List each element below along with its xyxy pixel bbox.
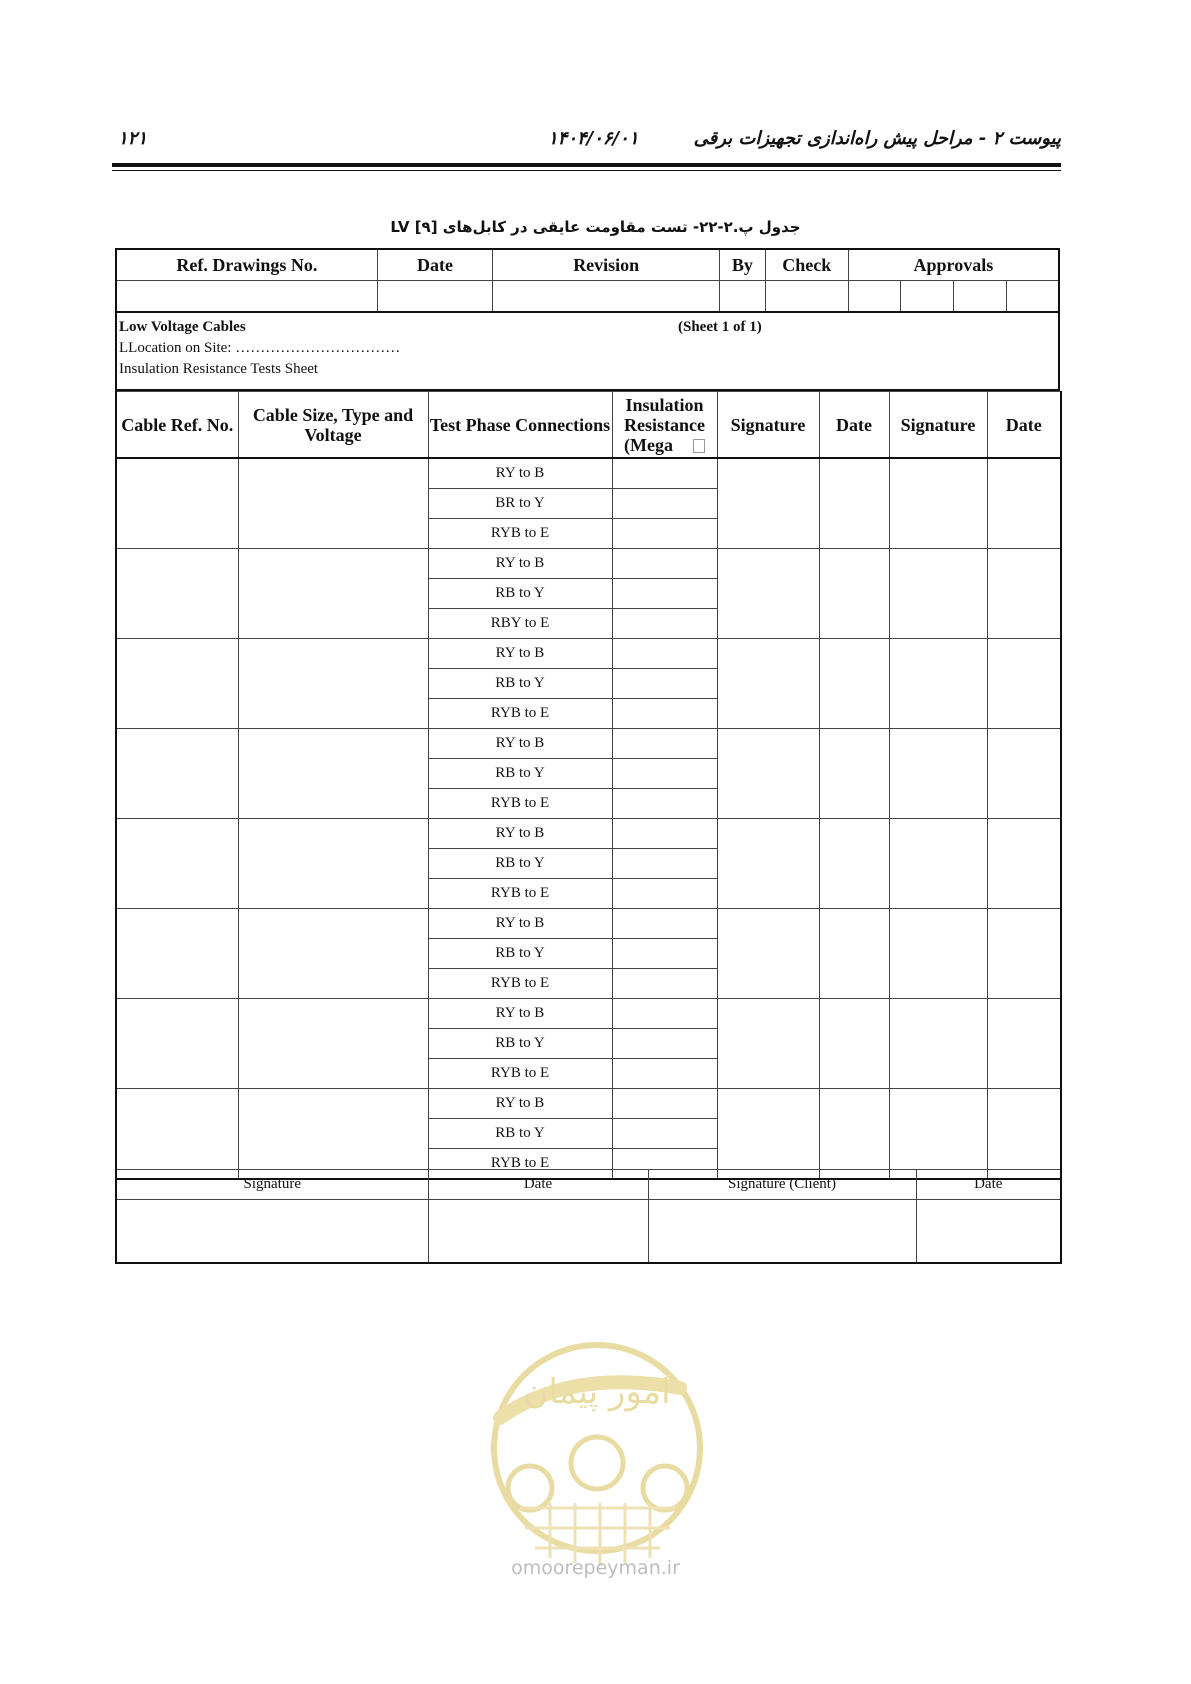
test-phase-cell: RYB to E [428,699,612,729]
test-row [116,999,1061,1029]
signature-label: Signature [116,1170,428,1200]
date-header: Date [819,392,889,459]
cable-ref-cell [116,819,238,909]
insulation-value-cell [612,519,717,549]
sheet-number: (Sheet 1 of 1) [678,319,762,335]
test-phase-cell: RB to Y [428,1029,612,1059]
watermark-logo [480,1328,715,1588]
check-header: Check [765,249,848,281]
cable-ref-cell [116,729,238,819]
insulation-resistance-label: Insulation Resistance (Mega [624,394,705,455]
date-cell [987,909,1061,999]
insulation-value-cell [612,579,717,609]
signature-cell [889,999,987,1089]
insulation-value-cell [612,609,717,639]
reference-table [115,248,1060,313]
date-cell [377,281,492,313]
approval-cell [848,281,901,313]
signature-cell [717,458,819,549]
test-phase-cell: RB to Y [428,939,612,969]
approval-cell [901,281,954,313]
signature-cell [889,729,987,819]
insulation-value-cell [612,759,717,789]
insulation-resistance-header [612,392,717,459]
date-cell [819,729,889,819]
test-row [116,1089,1061,1119]
insulation-value-cell [612,639,717,669]
date-cell [428,1200,648,1264]
cable-ref-cell [116,999,238,1089]
date-header: Date [987,392,1061,459]
reference-header-row [116,249,1059,281]
test-row [116,458,1061,489]
insulation-value-cell [612,1089,717,1119]
cable-size-cell [238,729,428,819]
test-phase-cell: RY to B [428,458,612,489]
date-cell [819,1089,889,1180]
approval-cell [1006,281,1059,313]
insulation-value-cell [612,729,717,759]
date-cell [987,1089,1061,1180]
approval-cell [954,281,1007,313]
test-table-header-row [116,392,1061,459]
by-cell [720,281,766,313]
signature-cell [889,458,987,549]
test-phase-cell: RYB to E [428,1059,612,1089]
test-phase-cell: RB to Y [428,1119,612,1149]
sheet-info [115,310,1060,391]
cable-size-cell [238,909,428,999]
by-header: By [720,249,766,281]
signature-cell [889,1089,987,1180]
insulation-value-cell [612,879,717,909]
cable-ref-cell [116,458,238,549]
watermark-url: omoorepeyman.ir [511,1557,680,1579]
cable-ref-header: Cable Ref. No. [116,392,238,459]
test-phase-cell: RY to B [428,639,612,669]
test-phase-cell: RB to Y [428,759,612,789]
ref-drawings-header: Ref. Drawings No. [116,249,377,281]
signature-table [115,1169,1062,1264]
test-row [116,549,1061,579]
test-phase-cell: RB to Y [428,579,612,609]
sheet-subject: Low Voltage Cables [119,319,246,335]
insulation-value-cell [612,1059,717,1089]
running-header-date: ۱۴۰۴/۰۶/۰۱ [548,128,639,149]
insulation-value-cell [612,999,717,1029]
date-label: Date [428,1170,648,1200]
signature-header: Signature [889,392,987,459]
date-cell [819,999,889,1089]
insulation-value-cell [612,819,717,849]
page-number: ۱۲۱ [118,128,148,149]
ref-drawings-cell [116,281,377,313]
signature-cell [717,909,819,999]
client-signature-label: Signature (Client) [648,1170,916,1200]
test-phase-cell: RBY to E [428,609,612,639]
test-phase-cell: RYB to E [428,519,612,549]
cable-ref-cell [116,909,238,999]
test-row [116,909,1061,939]
insulation-value-cell [612,849,717,879]
test-phase-cell: RYB to E [428,1149,612,1180]
cable-size-cell [238,819,428,909]
check-cell [765,281,848,313]
signature-cell [717,1089,819,1180]
insulation-value-cell [612,549,717,579]
insulation-value-cell [612,458,717,489]
signature-entry-row [116,1200,1061,1264]
date-cell [819,549,889,639]
test-phase-cell: RY to B [428,909,612,939]
date-label: Date [916,1170,1061,1200]
cable-size-cell [238,639,428,729]
cable-size-cell [238,458,428,549]
signature-cell [889,549,987,639]
test-row [116,729,1061,759]
signature-label-row [116,1170,1061,1200]
date-cell [987,549,1061,639]
signature-cell [717,729,819,819]
test-phase-cell: RY to B [428,1089,612,1119]
insulation-value-cell [612,669,717,699]
sheet-description: Insulation Resistance Tests Sheet [119,361,319,377]
test-phase-cell: RY to B [428,729,612,759]
test-phase-cell: BR to Y [428,489,612,519]
watermark-logo-text: امور پیمان [523,1372,671,1412]
insulation-value-cell [612,939,717,969]
cable-size-cell [238,1089,428,1180]
insulation-value-cell [612,1029,717,1059]
cable-ref-cell [116,1089,238,1180]
date-cell [987,999,1061,1089]
date-cell [819,909,889,999]
insulation-test-table [115,391,1062,1180]
signature-cell [889,639,987,729]
test-phase-cell: RY to B [428,819,612,849]
insulation-value-cell [612,969,717,999]
date-cell [819,639,889,729]
date-cell [987,819,1061,909]
header-rule-thick [112,163,1061,167]
signature-cell [717,999,819,1089]
test-phase-cell: RYB to E [428,879,612,909]
approvals-header: Approvals [848,249,1059,281]
insulation-value-cell [612,699,717,729]
cable-size-header: Cable Size, Type and Voltage [238,392,428,459]
date-cell [916,1200,1061,1264]
signature-cell [116,1200,428,1264]
test-phase-cell: RB to Y [428,849,612,879]
test-phase-cell: RYB to E [428,789,612,819]
revision-header: Revision [493,249,720,281]
test-phase-cell: RYB to E [428,969,612,999]
insulation-value-cell [612,1119,717,1149]
date-header: Date [377,249,492,281]
test-phase-cell: RY to B [428,549,612,579]
client-signature-cell [648,1200,916,1264]
missing-glyph-box [693,439,705,453]
date-cell [987,729,1061,819]
signature-cell [717,549,819,639]
test-phase-header: Test Phase Connections [428,392,612,459]
cable-size-cell [238,999,428,1089]
cable-ref-cell [116,549,238,639]
signature-header: Signature [717,392,819,459]
date-cell [987,639,1061,729]
date-cell [987,458,1061,549]
insulation-value-cell [612,909,717,939]
cable-ref-cell [116,639,238,729]
reference-entry-row [116,281,1059,313]
location-line: LLocation on Site: …………………………… [119,340,401,356]
date-cell [819,819,889,909]
signature-cell [717,819,819,909]
revision-cell [493,281,720,313]
signature-cell [889,909,987,999]
cable-size-cell [238,549,428,639]
test-phase-cell: RB to Y [428,669,612,699]
header-rule-thin [112,170,1061,171]
test-row [116,639,1061,669]
table-caption: جدول پ.۲-۲۲- تست مقاومت عایقی در کابل‌های LV [۹] [390,218,801,236]
insulation-value-cell [612,489,717,519]
running-header-title: پیوست ۲ - مراحل پیش راه‌اندازی تجهیزات برقی [693,128,1061,149]
signature-cell [889,819,987,909]
test-phase-cell: RY to B [428,999,612,1029]
date-cell [819,458,889,549]
test-row [116,819,1061,849]
insulation-value-cell [612,789,717,819]
signature-cell [717,639,819,729]
